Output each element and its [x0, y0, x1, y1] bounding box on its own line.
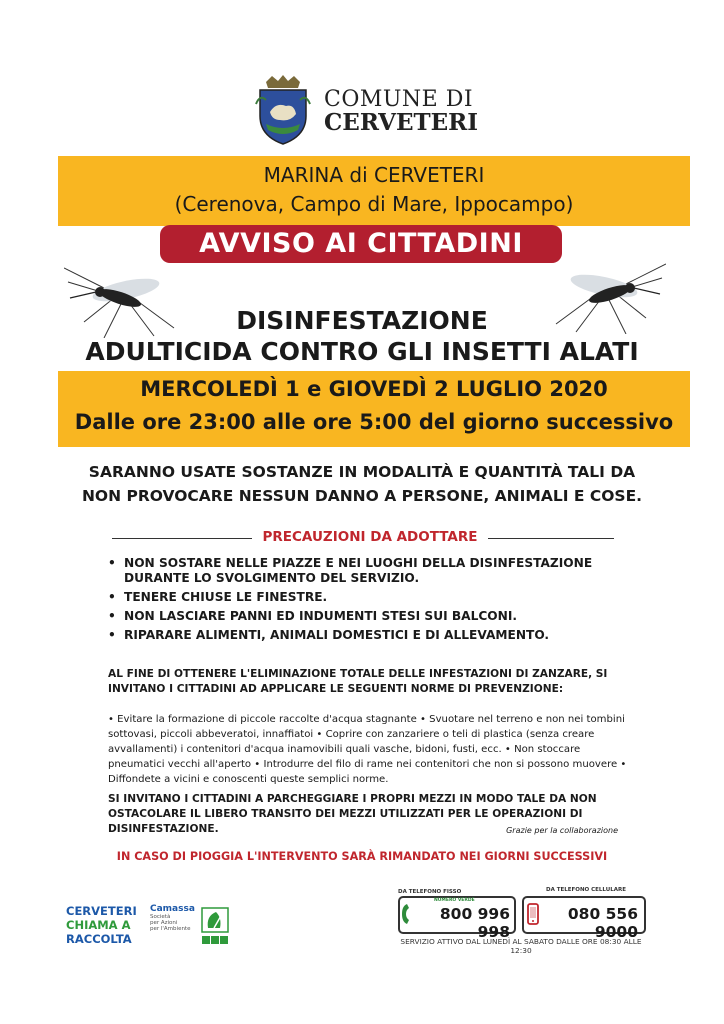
logo-text-line: CHIAMA A	[66, 918, 131, 932]
camassa-name: Camassa	[150, 904, 195, 914]
parking-notice: SI INVITANO I CITTADINI A PARCHEGGIARE I PROPRI MEZZI IN MODO TALE DA NON OSTACOLARE IL LIBERO TRANSITO DEI MEZZI UTILIZZATI PER LE OPERAZIONI DI DISINFESTAZIONE.	[108, 793, 597, 835]
location-band	[58, 156, 690, 226]
comune-line2: CERVETERI	[324, 109, 479, 137]
list-item: • NON SOSTARE NELLE PIAZZE E NEI LUOGHI DELLA DISINFESTAZIONE DURANTE LO SVOLGIMENTO DEL SERVIZIO.	[108, 556, 628, 586]
notice-banner	[160, 225, 562, 263]
list-item: • TENERE CHIUSE LE FINESTRE.	[108, 590, 628, 605]
disinfestation-subtitle: ADULTICIDA CONTRO GLI INSETTI ALATI	[85, 337, 639, 366]
location-subtitle: (Cerenova, Campo di Mare, Ippocampo)	[174, 192, 574, 216]
camassa-subtitle	[150, 914, 192, 932]
camassa-sub-line: per Azioni	[150, 920, 178, 926]
landline-label: DA TELEFONO FISSO	[398, 889, 462, 895]
safety-statement-line1: SARANNO USATE SOSTANZE IN MODALITÀ E QUANTITÀ TALI DA	[88, 463, 636, 481]
list-item: • RIPARARE ALIMENTI, ANIMALI DOMESTICI E DI ALLEVAMENTO.	[108, 628, 628, 643]
coat-of-arms-icon	[252, 74, 314, 146]
schedule-band	[58, 371, 690, 447]
precautions-title: PRECAUZIONI DA ADOTTARE	[262, 529, 478, 545]
rain-notice: IN CASO DI PIOGGIA L'INTERVENTO SARÀ RIMANDATO NEI GIORNI SUCCESSIVI	[116, 850, 608, 863]
mobile-number[interactable]: 080 556 9000	[567, 905, 638, 941]
prevention-intro: AL FINE DI OTTENERE L'ELIMINAZIONE TOTALE DELLE INFESTAZIONI DI ZANZARE, SI INVITANO I CITTADINI AD APPLICARE LE SEGUENTI NORME DI PREVENZIONE:	[108, 668, 608, 695]
msu-logo-icon	[200, 906, 230, 948]
comune-line1: COMUNE DI	[324, 87, 474, 112]
municipality-name	[324, 88, 478, 135]
location-title: MARINA di CERVETERI	[263, 163, 485, 187]
logo-text-line: RACCOLTA	[66, 932, 132, 946]
camassa-sub-line: Società	[150, 914, 171, 920]
safety-statement-line2: NON PROVOCARE NESSUN DANNO A PERSONE, ANIMALI E COSE.	[81, 487, 643, 505]
divider	[488, 538, 614, 539]
thanks-note: Grazie per la collaborazione	[506, 826, 618, 835]
disinfestation-title: DISINFESTAZIONE	[236, 306, 488, 335]
divider	[112, 538, 252, 539]
toll-free-label: NUMERO VERDE	[434, 898, 475, 903]
schedule-hours: Dalle ore 23:00 alle ore 5:00 del giorno successivo	[74, 410, 674, 434]
cerveteri-chiama-a-raccolta-logo	[66, 904, 146, 946]
camassa-sub-line: per l'Ambiente	[150, 926, 191, 932]
list-item: • NON LASCIARE PANNI ED INDUMENTI STESI SUI BALCONI.	[108, 609, 628, 624]
landline-number[interactable]: 800 996 998	[439, 905, 510, 941]
schedule-dates: MERCOLEDÌ 1 e GIOVEDÌ 2 LUGLIO 2020	[140, 377, 608, 401]
notice-banner-title: AVVISO AI CITTADINI	[199, 228, 523, 259]
camassa-logo	[150, 904, 195, 948]
mobile-label: DA TELEFONO CELLULARE	[546, 887, 626, 893]
precautions-list	[108, 556, 628, 647]
service-hours: SERVIZIO ATTIVO DAL LUNEDÌ AL SABATO DALLE ORE 08:30 ALLE 12:30	[400, 937, 642, 955]
logo-text-line: CERVETERI	[66, 904, 137, 918]
prevention-rules: • Evitare la formazione di piccole raccolte d'acqua stagnante • Svuotare nel terreno e non nei tombini sottovasi, piccoli abbeveratoi, innaffiatoi • Coprire con zanzariere o teli di plastica (senza creare avvallamenti) i contenitori d'acqua inamovibili quali vasche, bidoni, fusti, ecc. • Non stoccare pneumatici vecchi all'aperto • Introdurre del filo di rame nei contenitori che non si possono muovere • Diffondete a vicini e conoscenti queste semplici norme.	[108, 714, 627, 785]
mobile-phone-icon	[527, 903, 539, 925]
